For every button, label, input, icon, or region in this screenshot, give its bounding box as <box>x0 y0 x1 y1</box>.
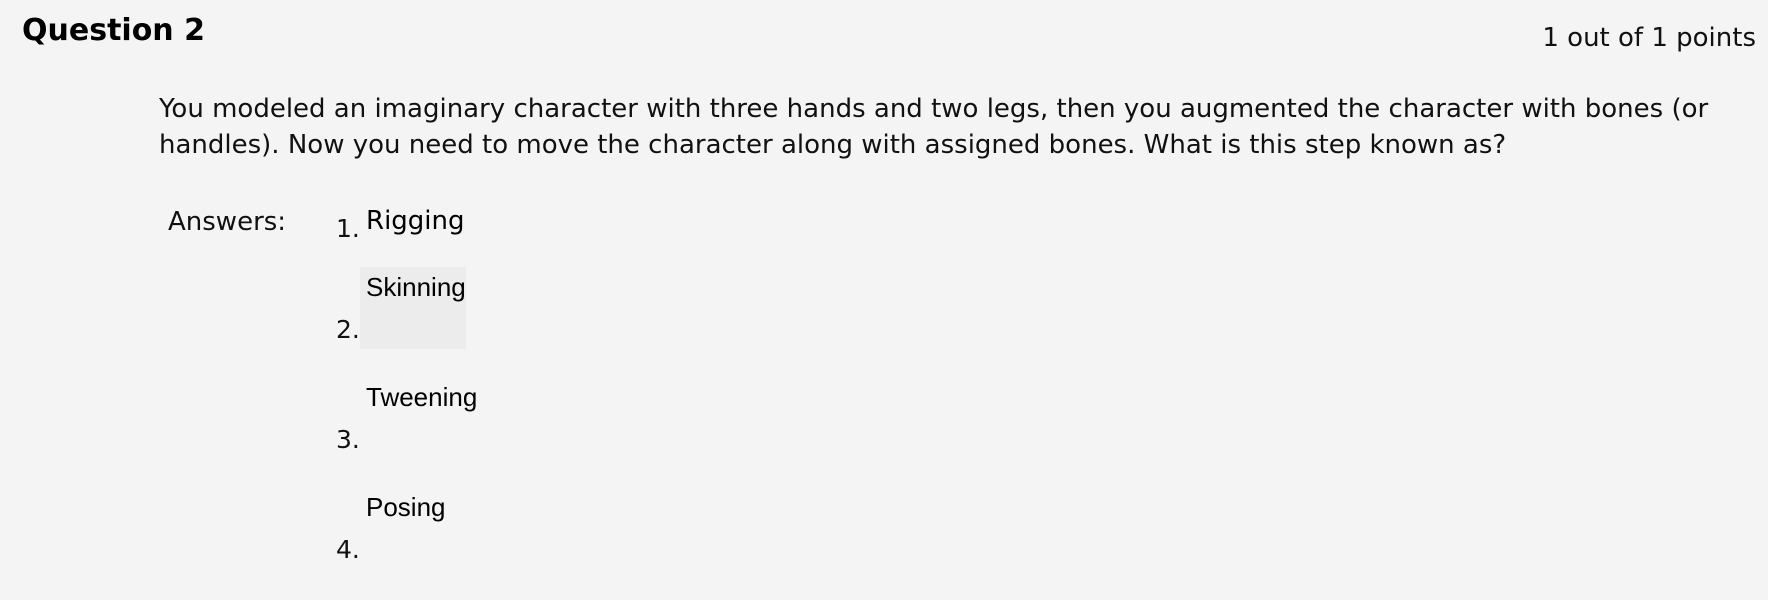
answer-number-4: 4. <box>336 535 360 564</box>
answer-number-1: 1. <box>336 214 360 243</box>
answer-number-2: 2. <box>336 315 360 344</box>
answers-label: Answers: <box>168 207 287 237</box>
points-score: 1 out of 1 points <box>1542 23 1756 53</box>
question-title: Question 2 <box>22 13 205 48</box>
answer-option-skinning: Skinning <box>366 272 466 302</box>
answer-option-tweening: Tweening <box>366 382 478 412</box>
answer-number-3: 3. <box>336 425 360 454</box>
question-text: You modeled an imaginary character with three hands and two legs, then you augmented the character with bones (or handles). Now you need to move the character along with assigned bones. What is this step known as? <box>159 94 1709 160</box>
answer-option-posing: Posing <box>366 492 446 522</box>
answer-option-rigging: Rigging <box>366 206 465 236</box>
